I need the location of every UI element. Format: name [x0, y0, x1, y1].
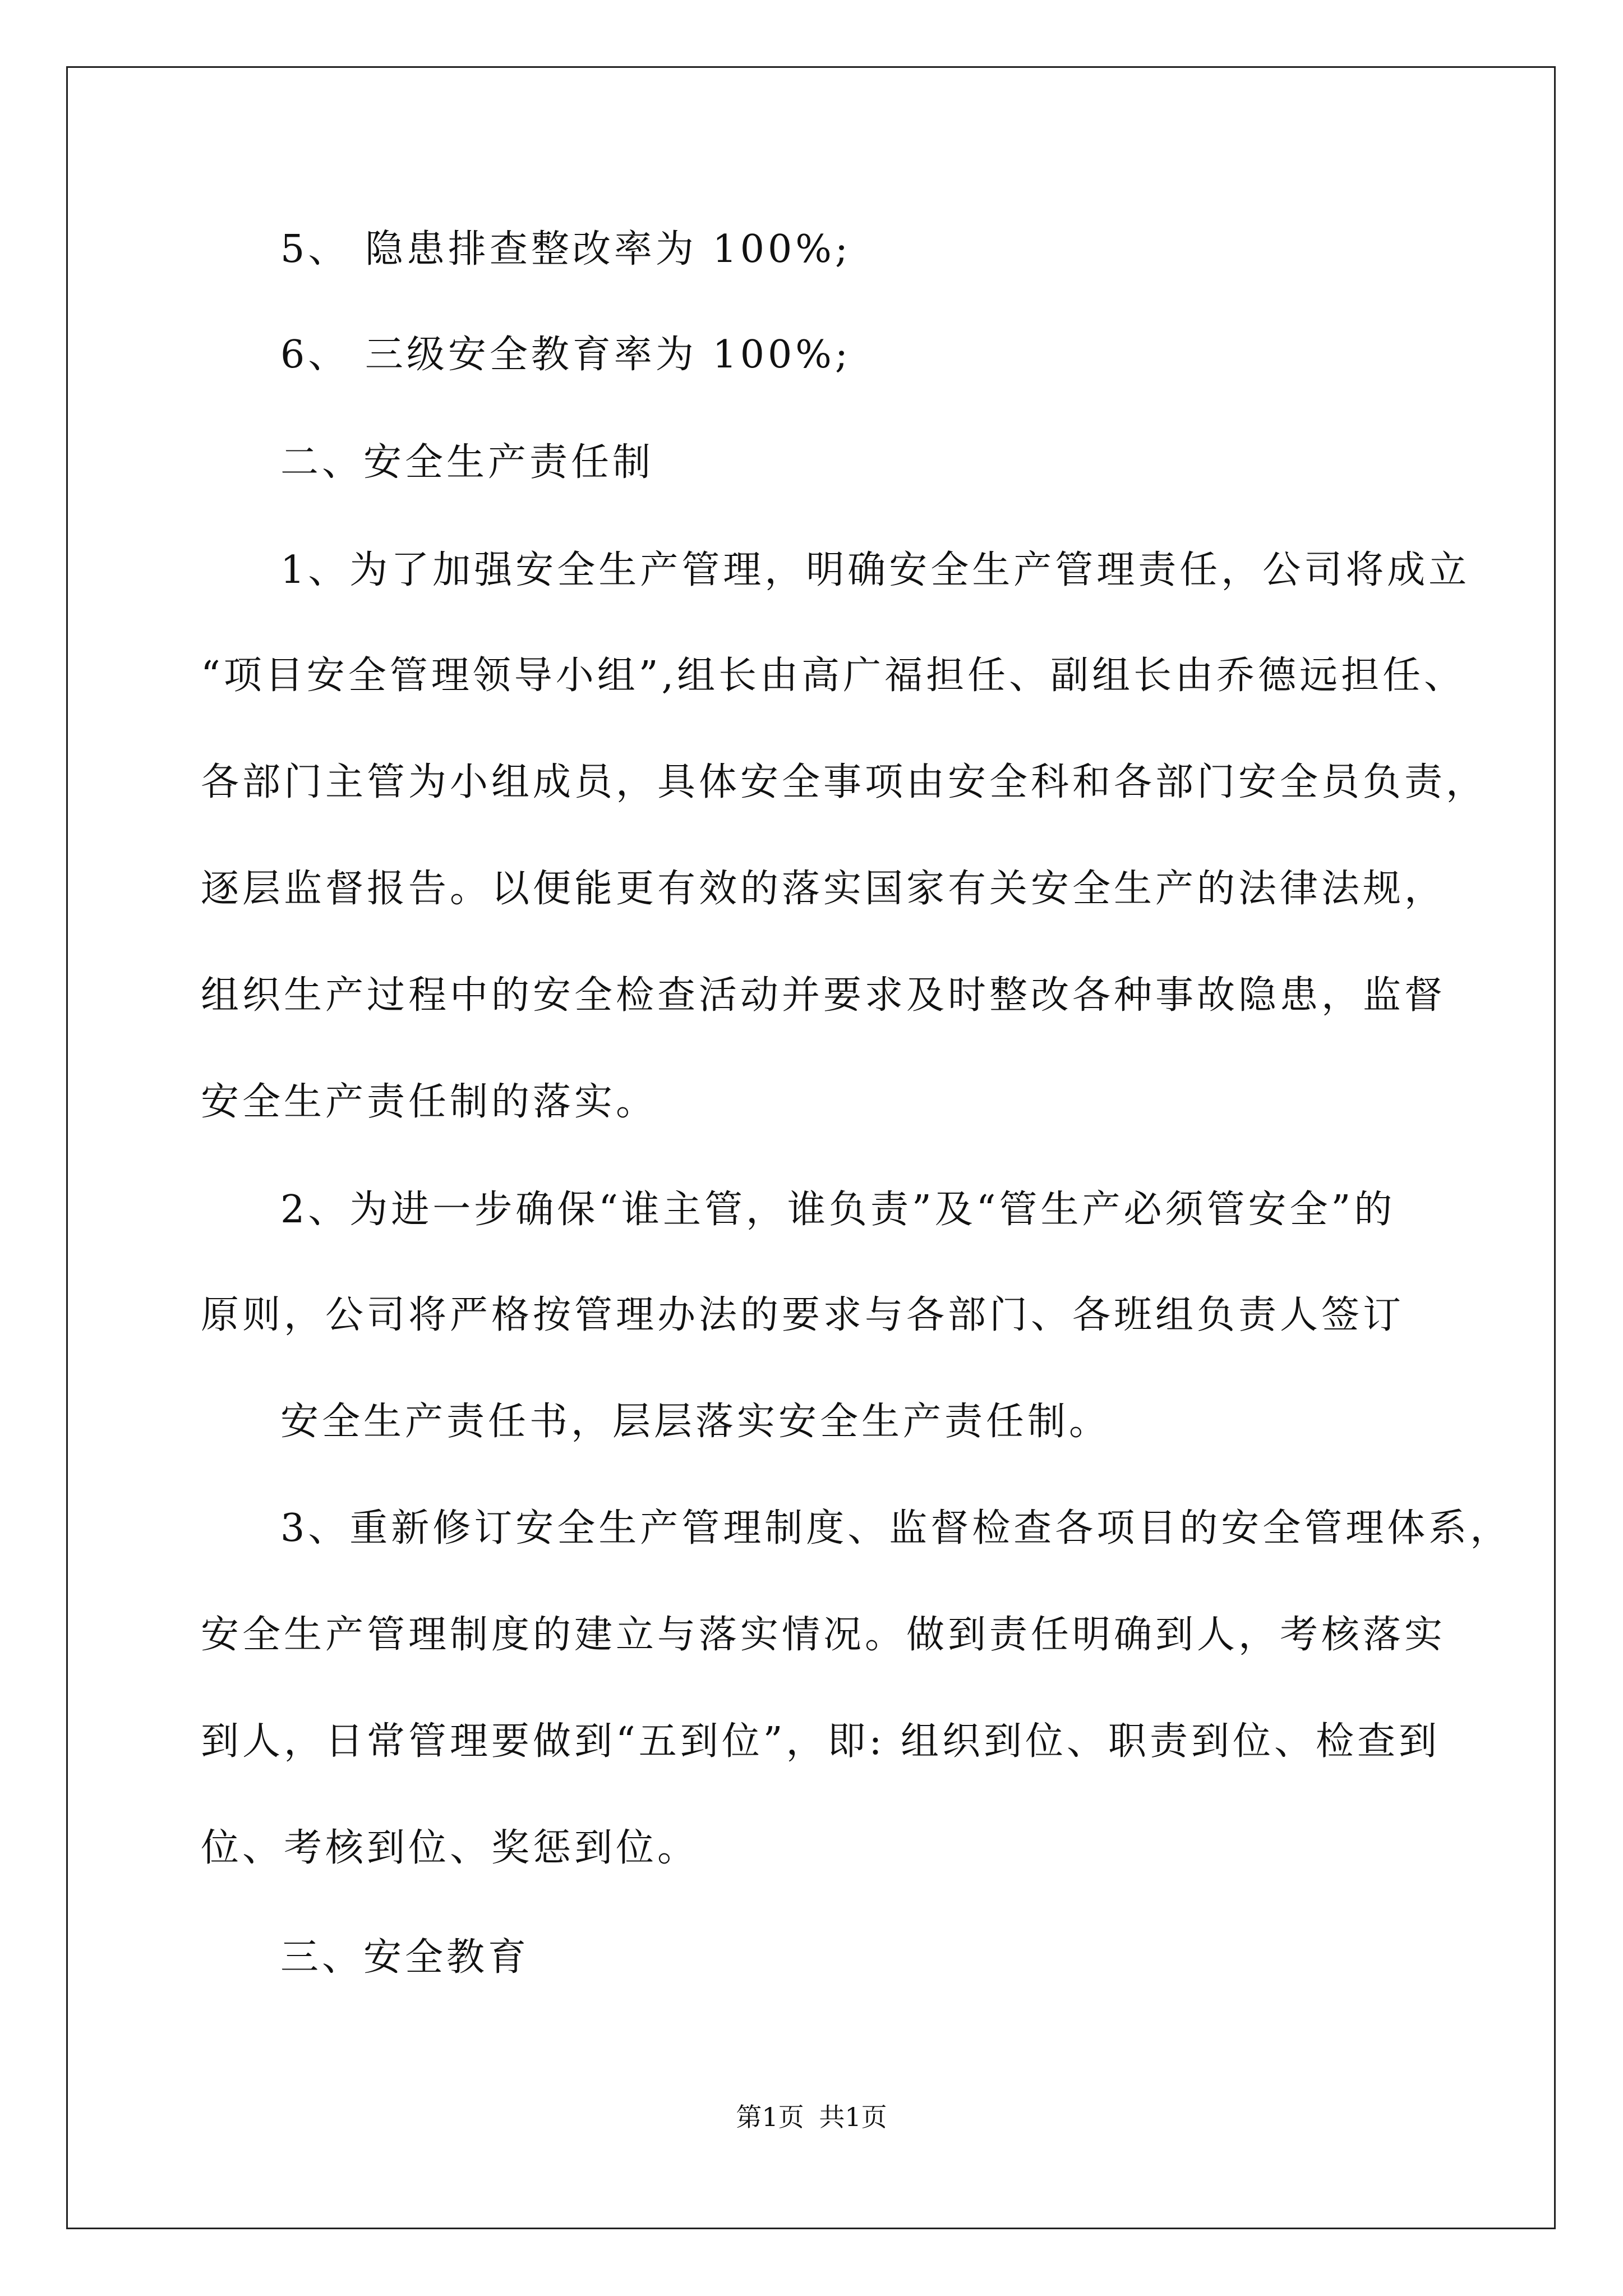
list-item-6: 6、 三级安全教育率为 100%;: [280, 333, 851, 377]
page-number: 第1页: [736, 2102, 804, 2132]
paragraph-line: 2、为进一步确保“谁主管，谁负责”及“管生产必须管安全”的: [280, 1188, 1396, 1232]
paragraph-line: “项目安全管理领导小组”,组长由高广福担任、副组长由乔德远担任、: [201, 654, 1466, 698]
paragraph-line: 组织生产过程中的安全检查活动并要求及时整改各种事故隐患，监督: [201, 973, 1446, 1018]
paragraph-line: 到人，日常管理要做到“五到位”，即: 组织到位、职责到位、检查到: [201, 1719, 1441, 1764]
paragraph-line: 3、重新修订安全生产管理制度、监督检查各项目的安全管理体系，: [280, 1506, 1512, 1550]
paragraph-line: 1、为了加强安全生产管理，明确安全生产管理责任，公司将成立: [280, 548, 1470, 592]
section-heading-2: 二、安全生产责任制: [280, 440, 654, 485]
page-total: 共1页: [819, 2102, 887, 2132]
paragraph-line: 原则，公司将严格按管理办法的要求与各部门、各班组负责人签订: [201, 1293, 1405, 1337]
section-heading-3: 三、安全教育: [280, 1935, 530, 1980]
paragraph-line: 逐层监督报告。以便能更有效的落实国家有关安全生产的法律法规，: [201, 867, 1446, 911]
paragraph-line: 各部门主管为小组成员，具体安全事项由安全科和各部门安全员负责，: [201, 760, 1488, 804]
paragraph-line: 安全生产责任制的落实。: [201, 1080, 658, 1124]
paragraph-line: 安全生产管理制度的建立与落实情况。做到责任明确到人，考核落实: [201, 1613, 1446, 1657]
paragraph-line: 位、考核到位、奖惩到位。: [201, 1826, 699, 1870]
page-border: [66, 66, 1556, 2229]
page-footer: [0, 2100, 1623, 2134]
paragraph-line: 安全生产责任书，层层落实安全生产责任制。: [280, 1400, 1111, 1444]
list-item-5: 5、 隐患排查整改率为 100%;: [280, 227, 851, 272]
